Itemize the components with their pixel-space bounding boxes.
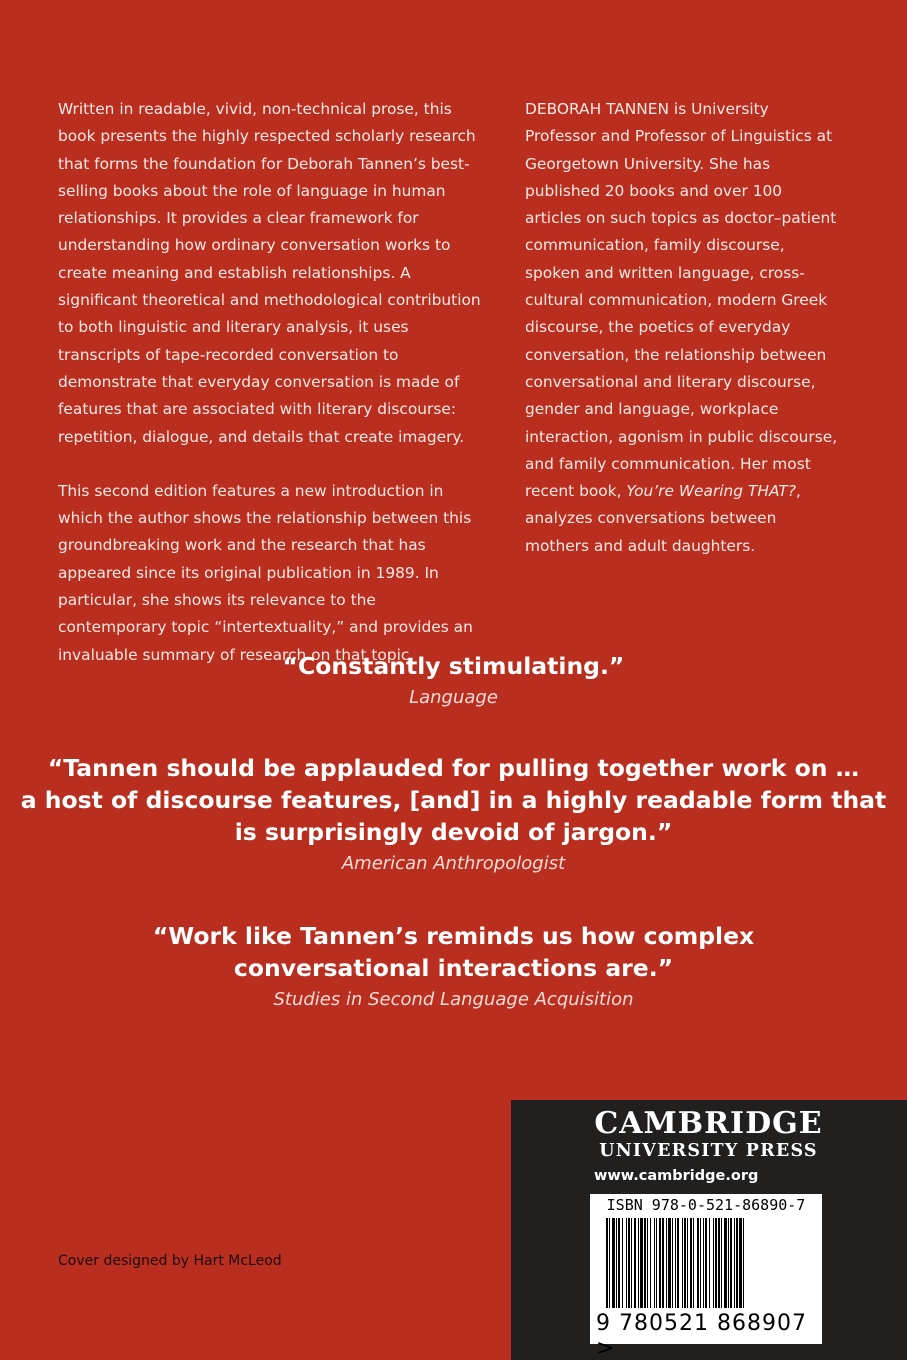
publisher-name-line1: CAMBRIDGE <box>594 1106 823 1141</box>
blurb-paragraph-1: Written in readable, vivid, non-technical prose, this book presents the highly respected scholarly research that forms the foundation for Deborah Tannen’s best-selling books about the role of language in human relationships. It provides a clear framework for understanding how ordinary conversation works to create meaning and establish relationships. A significant theoretical and methodological contribution to both linguistic and literary analysis, it uses transcripts of tape-recorded conversation to demonstrate that everyday conversation is made of features that are associated with literary discourse: repetition, dialogue, and details that create imagery. <box>58 100 481 446</box>
quote-line: is surprisingly devoid of jargon.” <box>234 818 673 846</box>
author-bio-paragraph <box>525 96 840 560</box>
barcode-icon <box>604 1218 808 1312</box>
publisher-panel <box>511 1100 907 1360</box>
quote-line: conversational interactions are.” <box>233 954 674 982</box>
publisher-url: www.cambridge.org <box>594 1168 759 1184</box>
quote-line: “Work like Tannen’s reminds us how complex <box>152 922 755 950</box>
quote-source: Language <box>409 687 498 708</box>
publisher-name-line2: UNIVERSITY PRESS <box>599 1141 818 1161</box>
bio-text-after: , analyzes conversations between mothers and adult daughters. <box>525 482 801 555</box>
blurb-paragraph-2: This second edition features a new introduction in which the author shows the relationship between this groundbreaking work and the research that has appeared since its original publication in 1989. In particular, she shows its relevance to the contemporary topic “intertextuality,” and provides an invaluable summary of research on that topic. <box>58 481 473 664</box>
cover-designer-credit: Cover designed by Hart McLeod <box>58 1253 282 1269</box>
isbn-label: ISBN 978-0-521-86890-7 <box>606 1196 806 1214</box>
book-blurb <box>58 96 488 696</box>
barcode-digits: 9 780521 868907 > <box>596 1311 807 1360</box>
review-quote-2 <box>0 752 907 876</box>
barcode-box <box>590 1194 822 1360</box>
review-quote-3 <box>0 920 907 1012</box>
quote-line: a host of discourse features, [and] in a highly readable form that <box>20 786 887 814</box>
bio-text-before: DEBORAH TANNEN is University Professor and Professor of Linguistics at Georgetown University. She has published 20 books and over 100 articles on such topics as doctor–patient communication, family discourse, spoken and written language, cross-cultural communication, modern Greek discourse, the poetics of everyday conversation, the relationship between conversational and literary discourse, gender and language, workplace interaction, agonism in public discourse, and family communication. Her most recent book, <box>525 100 838 501</box>
review-quote-1 <box>0 650 907 710</box>
publisher-logo <box>591 1106 826 1160</box>
quote-source: Studies in Second Language Acquisition <box>273 989 634 1010</box>
quote-source: American Anthropologist <box>341 853 566 874</box>
bio-book-title: You’re Wearing THAT? <box>626 482 796 501</box>
quote-line: “Constantly stimulating.” <box>282 652 625 680</box>
author-bio <box>525 96 840 587</box>
quote-line: “Tannen should be applauded for pulling together work on … <box>47 754 860 782</box>
